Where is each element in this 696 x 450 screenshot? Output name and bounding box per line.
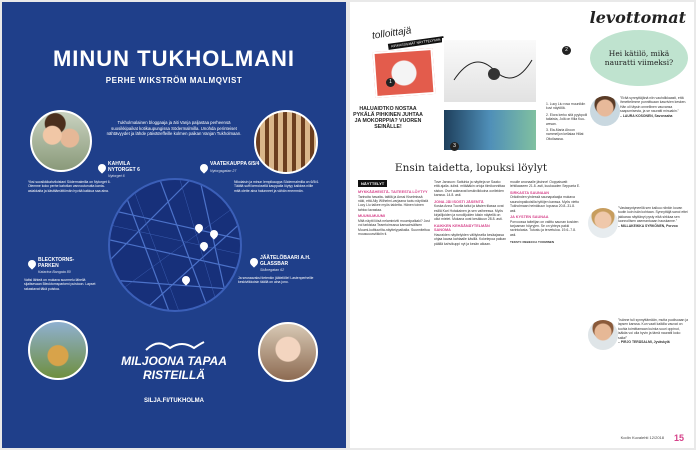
section-tag-ribbon: KIRKASSILMÄT NÄYTTELYIHIN (388, 36, 444, 50)
location-pin-icon (198, 162, 209, 173)
pin-address-store: Nytorgsgatan 27 (210, 169, 237, 173)
col2-header-3: KAIKKEN KEHÄÄNÄYTELMÄN SANOMA (434, 223, 490, 233)
col3-header-2: SIRKASTA SAUNAAN (510, 190, 550, 195)
page-title: MINUN TUKHOLMANI (52, 46, 296, 71)
map-circle[interactable] (108, 178, 242, 312)
quote-1-text: "Erää synnyttäjänä niin vauhdikkaasti, että ihmettelimme punnittuaan kasvivien kesken. Hän oli täysin onnellinen vauvansa saapumisesta, ja se nauratti minuakin." (620, 96, 687, 114)
section-tag-script: tolloittajä (371, 25, 413, 42)
col1-text-2: Mitä näytti löisä nelaminiviti muumipalkaki? Jost voi tarkistaa Teamtoimussa kansainvälisen Muumi-kulttuurilta-näyttelypaikalla. Suunniteltua muusuuusviikkiin ti. (358, 218, 430, 237)
caption-circle-2: 2 (562, 46, 571, 55)
left-page-advert (2, 2, 346, 448)
logo-line-1: MILJOONA TAPAA (121, 354, 227, 368)
col3-text-2: Oräolinden yhdessä saunapalaajia mukava saunoinpaikoisilla tyttöjen kanssa. Myös vietto Tukholmaan heinäkuun lopussa 20.8.-31.8. asti. (510, 195, 580, 213)
badge-text: HALUAIDTKO NOSTAA PYKÄLÄ PIHKINEN JUHTAA JA MOKORPPIA? VUOREN SEINÄLLE! (353, 106, 423, 130)
col2-text-1: Tove Jansson: Sattuhia ja näytteja se Saako että ajalla -tulisti. mitäääkin ortoja tiimikonnittaa sistun. Ovet aukeavat keskiviikkoina oorileiden kanssa. 14.8. asti. (434, 180, 505, 198)
col3-text-1: muulle anonaalle jäsinne! Ooppaisvatt lehtilaaseen 21.8. asti, kuukauden Sepparta E. (510, 180, 581, 189)
location-pin-icon (96, 162, 107, 173)
intro-text: Tukholmalainen bloggaaja ja äiti Vanja paljastaa perheensä suosikkipaikat kotikaupungissa Södermalmilla. Unohda perinteiset nähtävyydet ja lähde päivätreffeille kolmen paikan Vanjan Tukholmaan. (106, 120, 242, 137)
column-2 (434, 180, 506, 246)
col2-header-2: JONA JÄI ISOSTI JÄSENTÄ (434, 199, 484, 204)
caption-1: 1. Lucy Liu rosa muunikiin kuvi näytöllä. (546, 102, 586, 111)
pin-text-store: Nikolaisin ja minun lempikauppa Södermalmilla on 6/5/4. Täältä suffi kerroksellä kauppaila löytyy kaikkea niille mitä olette aina halunneet ja vähän enemmän. (234, 180, 319, 193)
quote-2-name: – MILLAKEIKKA SYRKÖNEN, Porvoo (618, 223, 678, 228)
location-pin-icon (26, 258, 37, 269)
caption-circle-3: 3 (450, 142, 459, 151)
article-credit: TEKSTI: REBECCA TUOMINEN (510, 240, 555, 245)
pin-address-icecream: Skånegatan 62 (260, 268, 285, 272)
logo-line-2: RISTEILLÄ (143, 368, 205, 382)
pin-label-store: VAATEKAUPPA 6/5/4 (210, 161, 260, 167)
page-number: 15 (673, 433, 684, 443)
col3-header-3: JA KYSTEN SAUNAA (510, 215, 549, 220)
family-photo (30, 110, 92, 172)
col1-text-1: Tarinoita havaita- taitilä ja Anssi Kiselmissä näki, että Ally Wilhelmi-varjaana tuotu näytöstä Lucy Liu taikee myös taidetta. Hänen toinen tahtoo lavastaa. (358, 194, 429, 212)
pin-label-cafe: KAHVILA NYTORGET 6 (108, 161, 140, 173)
page-subtitle: PERHE WIKSTRÖM MALMQVIST (105, 76, 243, 85)
quote-1-name: – LAURA KOSONEN, Savonsaha (620, 113, 673, 118)
caption-circle-1: 1 (386, 78, 395, 87)
avatar (588, 320, 618, 350)
artwork-photo-1 (372, 48, 435, 98)
advert-url[interactable]: SILJA.FI/TUKHOLMA (144, 398, 204, 404)
avatar (590, 96, 620, 126)
right-page-article (350, 2, 694, 448)
avatar (588, 208, 618, 238)
pin-label-park: BLECKTORNS-PARKEN (38, 257, 75, 269)
caption-2: 2. Elora kerko sitä pyykpoili tailaista, Jolä on fiilia Kuu- wesan. (546, 112, 588, 126)
quote-2-text: "Vastasyntyneellä sen kaikuu niinkin kovan tuutin kuin isän kohtaan. Synnyttäjä sanoi ettei jakkaraa näyttänyt pysty eikä sirkkaa sen luonnollisen asemantuaan hauskanne." (618, 206, 688, 224)
col2-text-2: Koska Anna Tuorila taitui ja käsien tilassa ovat esillä Kari Hotakainen ja sen vaiheessa. Myös kirjailijoiden ja runoilijoiden käsin näytellä on ollut mielet. Mukana ovat kesäkuun 28.8. asti. (434, 204, 504, 222)
captions (546, 102, 590, 141)
caption-3: 3. Ela-Maria Ahoon nammeljon kellaiaa Hillat Oitoilaassa. (546, 128, 584, 141)
pin-text-cafe: Yksi suosikkikahviloistani Södermalmilla on Nytorget 6. Olemme koko perhe kahvilan vannoutunutta kanta-asiakkaita ja käsittämättömän hyvää kakkua saa aina. (28, 180, 111, 193)
quote-1 (620, 96, 688, 118)
question-bubble (590, 30, 688, 86)
pin-label-icecream: JÄÄTELÖBAARI A.H. GLASSBAR (260, 255, 311, 267)
pin-text-icecream: Ja seuraavaksi tietenkin jäätelölle! Lastenperheille keskiviikkoisin täällä on aina jono. (238, 276, 314, 285)
artwork-photo-2 (442, 38, 538, 104)
column-3 (510, 180, 582, 245)
quote-2 (618, 206, 688, 228)
article-headline: Ensin taidetta, lopuksi löylyt (394, 162, 548, 174)
silja-wave-icon (142, 338, 206, 354)
col2-text-3: Hauraiden näyttelyiden välityksella kesäajassa ohjaa kavaa kahtaalle käsillä. Kokelepoa paikan päällä kahvikuppi nyt ja kesän aikaan. (434, 233, 507, 246)
footer-magazine: Kodin Kuvalehti 12/2018 (620, 435, 664, 440)
pin-text-park: Valtsi lähteä on mukava suurmelu lähellä sijaitsevaan Blecktornsparkeni puistoon. Lapset rakastavat täkä puistoa. (24, 278, 96, 291)
brand-logo: levottomat (589, 8, 686, 27)
col3-text-3: Porvoossa taitelijan on valittu saunan koskien tarjoaman höyryjen. Se on yhteys pakki ravintolasta. Tutustu ja tervetuloa. 19.6.-7.8. asti. (510, 219, 579, 237)
section-label: NÄYTTELYT (358, 180, 387, 187)
col1-header-1: MYKKÄÄHEISTÄ- TAITEESTA LÖYTYY (358, 190, 428, 194)
question-text: Hei kätilö, mikä nauratti viimeksi? (604, 49, 674, 67)
quote-3-text: "Isänne tuli synnyttämään, mutta puolisoaan ja lapsen kanssa. Kun vaati kaikilla vauvat on tuohia toimittamaan kuinka suuri oppinut, isäkäs voi olla hyvin ja tämä nauratti koko salia!" (618, 318, 688, 340)
location-pin-icon (248, 256, 259, 267)
quote-3 (618, 318, 688, 344)
column-1 (358, 188, 430, 236)
pin-address-cafe: Nytorget 6 (108, 174, 125, 178)
quote-3-name: – PIRJO TERÄSALMI, Jyväskylä (618, 340, 670, 345)
col1-header-2: MUUMI-MUUMI (358, 214, 385, 219)
pin-address-park: Katarina Bangata 80 (38, 270, 71, 274)
